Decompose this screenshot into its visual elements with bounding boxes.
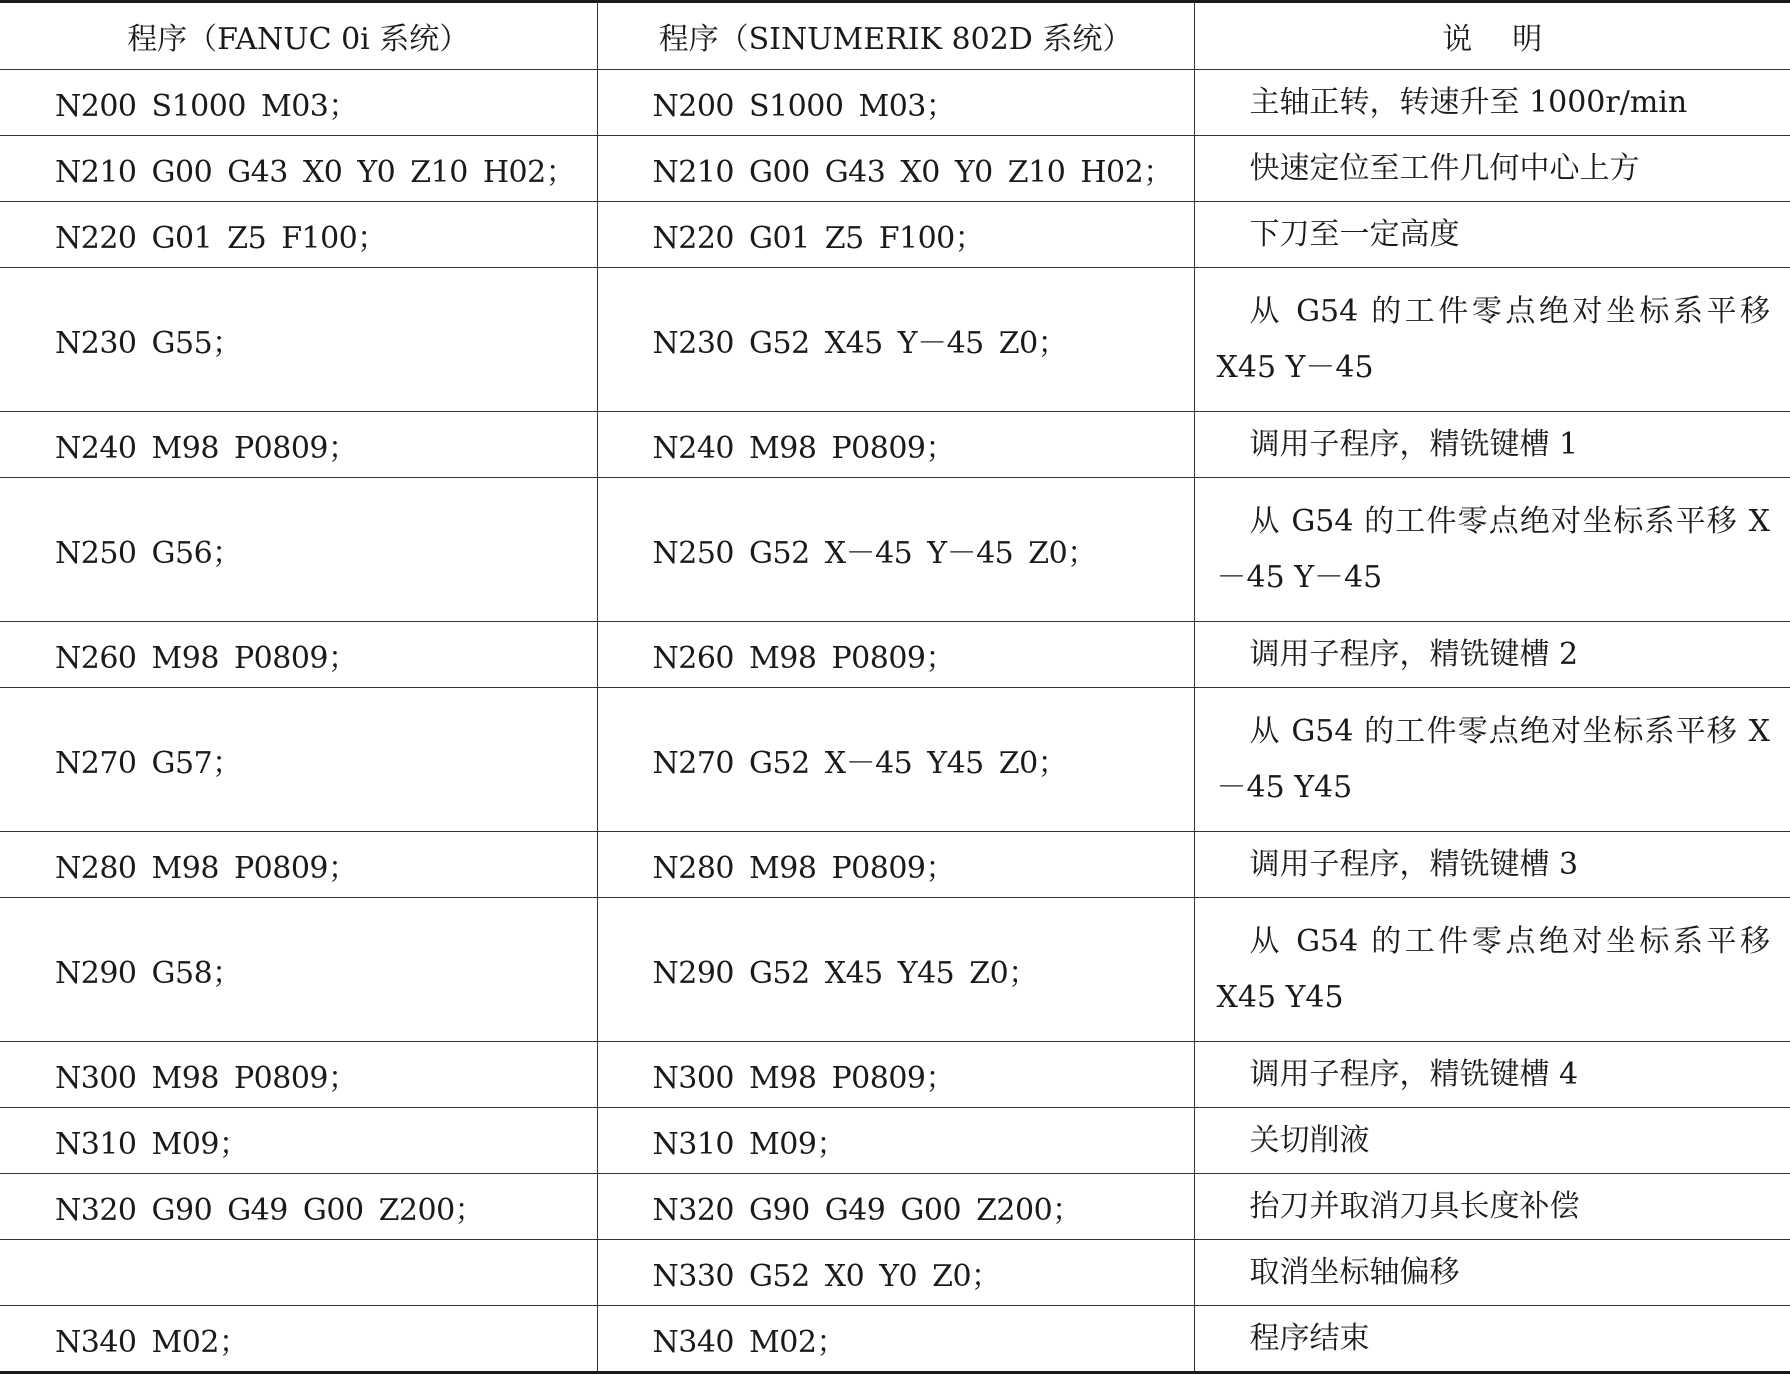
cell-fanuc: N310 M09； xyxy=(0,1108,597,1174)
cell-sinumerik: N290 G52 X45 Y45 Z0； xyxy=(597,898,1194,1042)
cell-fanuc: N280 M98 P0809； xyxy=(0,832,597,898)
cell-description: 取消坐标轴偏移 xyxy=(1194,1240,1790,1306)
cell-description: 从 G54 的工件零点绝对坐标系平移 X45 Y45 xyxy=(1194,898,1790,1042)
cell-sinumerik: N230 G52 X45 Y－45 Z0； xyxy=(597,268,1194,412)
table-row xyxy=(0,1174,1790,1240)
cell-fanuc: N210 G00 G43 X0 Y0 Z10 H02； xyxy=(0,136,597,202)
cell-description: 调用子程序，精铣键槽 1 xyxy=(1194,412,1790,478)
cell-description: 快速定位至工件几何中心上方 xyxy=(1194,136,1790,202)
table-row xyxy=(0,1108,1790,1174)
cell-description: 抬刀并取消刀具长度补偿 xyxy=(1194,1174,1790,1240)
table-row xyxy=(0,136,1790,202)
table-header-row xyxy=(0,2,1790,70)
cell-description: 关切削液 xyxy=(1194,1108,1790,1174)
header-description xyxy=(1194,2,1790,70)
table-row xyxy=(0,268,1790,412)
cell-description: 调用子程序，精铣键槽 3 xyxy=(1194,832,1790,898)
cell-fanuc: N240 M98 P0809； xyxy=(0,412,597,478)
cell-description: 调用子程序，精铣键槽 2 xyxy=(1194,622,1790,688)
cell-description: 主轴正转，转速升至 1000r/min xyxy=(1194,70,1790,136)
table-row xyxy=(0,70,1790,136)
cell-fanuc: N270 G57； xyxy=(0,688,597,832)
table-row xyxy=(0,412,1790,478)
cell-description: 从 G54 的工件零点绝对坐标系平移 X－45 Y45 xyxy=(1194,688,1790,832)
cell-fanuc: N290 G58； xyxy=(0,898,597,1042)
cell-sinumerik: N240 M98 P0809； xyxy=(597,412,1194,478)
cell-fanuc: N250 G56； xyxy=(0,478,597,622)
table-row xyxy=(0,898,1790,1042)
cell-sinumerik: N250 G52 X－45 Y－45 Z0； xyxy=(597,478,1194,622)
cell-description: 调用子程序，精铣键槽 4 xyxy=(1194,1042,1790,1108)
table-row xyxy=(0,832,1790,898)
cell-sinumerik: N200 S1000 M03； xyxy=(597,70,1194,136)
cell-fanuc: N220 G01 Z5 F100； xyxy=(0,202,597,268)
cell-sinumerik: N310 M09； xyxy=(597,1108,1194,1174)
table-row xyxy=(0,1306,1790,1373)
cell-sinumerik: N270 G52 X－45 Y45 Z0； xyxy=(597,688,1194,832)
header-sinumerik: 程序（SINUMERIK 802D 系统） xyxy=(597,2,1194,70)
table-row xyxy=(0,202,1790,268)
cell-sinumerik: N260 M98 P0809； xyxy=(597,622,1194,688)
cell-sinumerik: N220 G01 Z5 F100； xyxy=(597,202,1194,268)
cell-fanuc: N200 S1000 M03； xyxy=(0,70,597,136)
cell-description: 下刀至一定高度 xyxy=(1194,202,1790,268)
cell-sinumerik: N210 G00 G43 X0 Y0 Z10 H02； xyxy=(597,136,1194,202)
cell-fanuc: N300 M98 P0809； xyxy=(0,1042,597,1108)
table-row xyxy=(0,622,1790,688)
cell-fanuc: N340 M02； xyxy=(0,1306,597,1373)
table-row xyxy=(0,1042,1790,1108)
cell-fanuc: N320 G90 G49 G00 Z200； xyxy=(0,1174,597,1240)
header-fanuc: 程序（FANUC 0i 系统） xyxy=(0,2,597,70)
table-row xyxy=(0,478,1790,622)
cell-description: 程序结束 xyxy=(1194,1306,1790,1373)
table-row xyxy=(0,688,1790,832)
cell-fanuc: N260 M98 P0809； xyxy=(0,622,597,688)
cell-sinumerik: N300 M98 P0809； xyxy=(597,1042,1194,1108)
cell-sinumerik: N320 G90 G49 G00 Z200； xyxy=(597,1174,1194,1240)
cell-description: 从 G54 的工件零点绝对坐标系平移 X45 Y－45 xyxy=(1194,268,1790,412)
cell-fanuc xyxy=(0,1240,597,1306)
cell-sinumerik: N330 G52 X0 Y0 Z0； xyxy=(597,1240,1194,1306)
header-description-label: 说明 xyxy=(1442,22,1583,57)
table-row xyxy=(0,1240,1790,1306)
cell-sinumerik: N280 M98 P0809； xyxy=(597,832,1194,898)
cell-fanuc: N230 G55； xyxy=(0,268,597,412)
cell-sinumerik: N340 M02； xyxy=(597,1306,1194,1373)
cell-description: 从 G54 的工件零点绝对坐标系平移 X－45 Y－45 xyxy=(1194,478,1790,622)
